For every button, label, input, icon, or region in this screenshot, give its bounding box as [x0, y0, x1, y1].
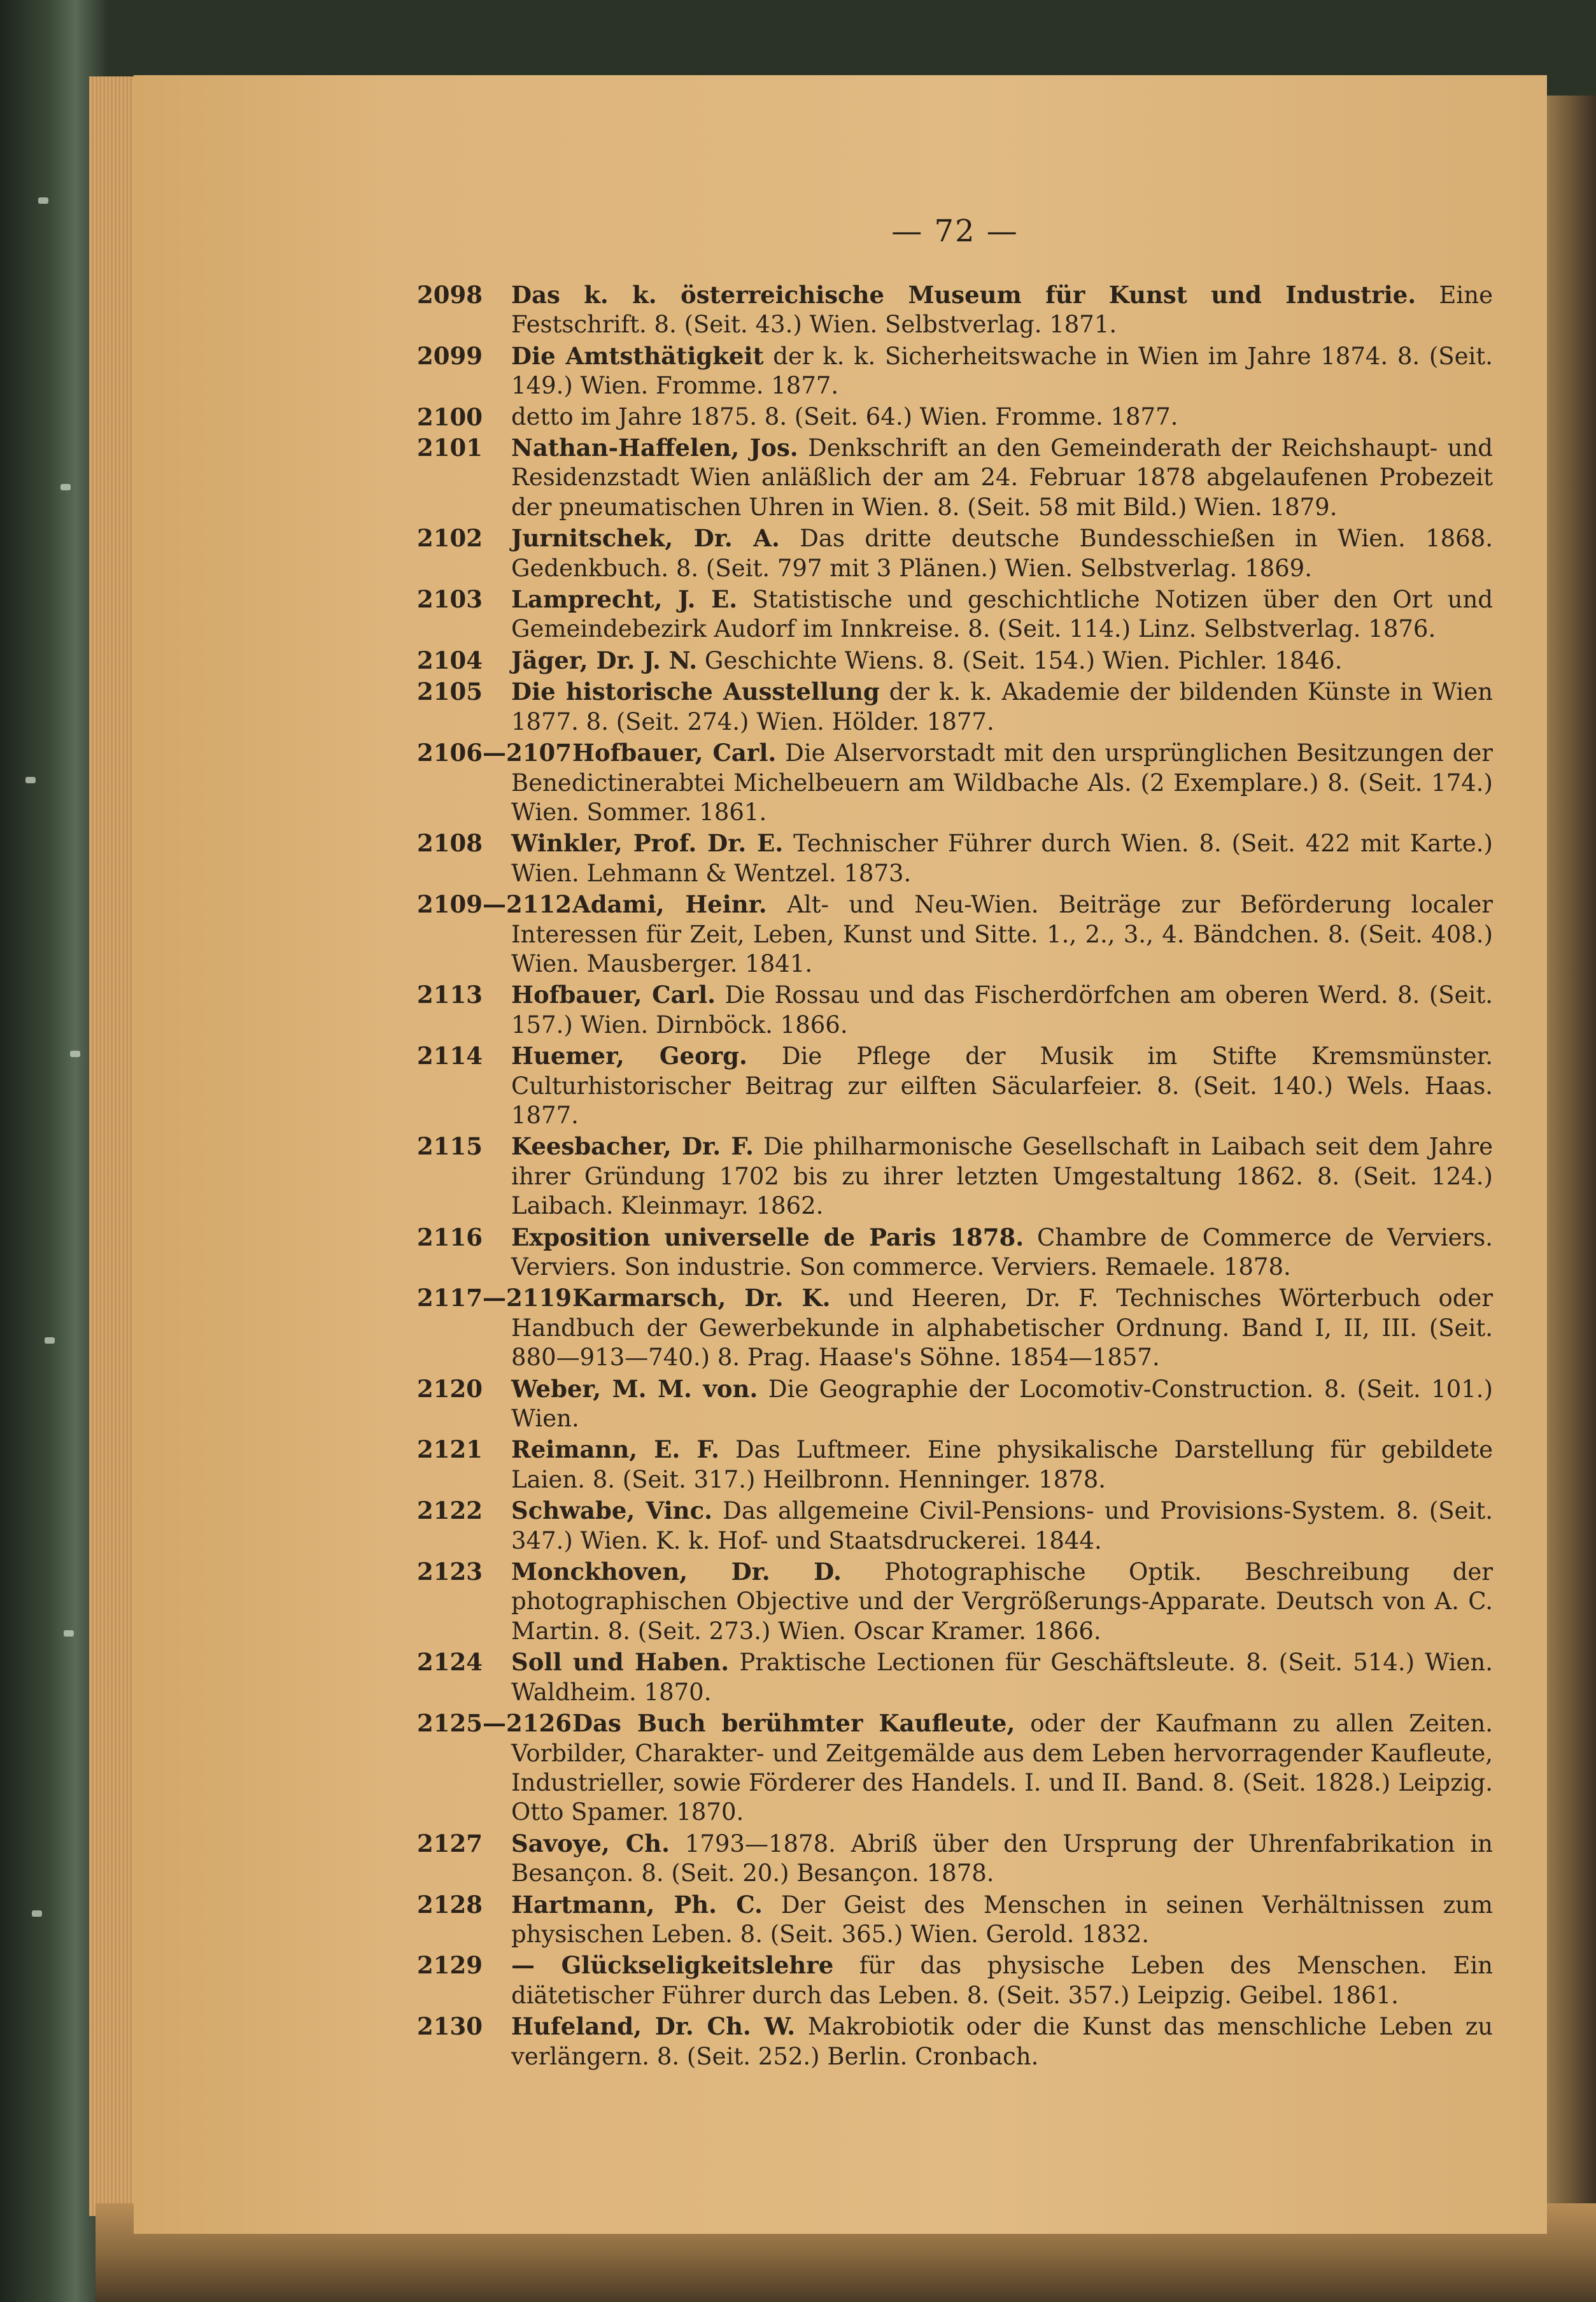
- entry-description: Makrobiotik oder die Kunst das menschliche Leben zu verlängern. 8. (Seit. 252.) Berlin. Cronbach.: [511, 2013, 1494, 2070]
- entry-heading: Monckhoven, Dr. D.: [511, 1558, 842, 1586]
- catalog-entry: [417, 980, 1493, 1040]
- catalog-entry: [417, 1374, 1493, 1434]
- entry-number: 2117—2119: [417, 1284, 572, 1312]
- entry-heading: Schwabe, Vinc.: [511, 1496, 712, 1525]
- entry-description: 1793—1878. Abriß über den Ursprung der Uhrenfabrikation in Besançon. 8. (Seit. 20.) Besançon. 1878.: [511, 1830, 1494, 1887]
- entry-description: der k. k. Akademie der bildenden Künste in Wien 1877. 8. (Seit. 274.) Wien. Hölder. 1877.: [511, 678, 1493, 735]
- entry-description: und Heeren, Dr. F. Technisches Wörterbuch oder Handbuch der Gewerbekunde in alphabetischer Ordnung. Band I, II, III. (Seit. 880—913—740.) 8. Prag. Haase's Söhne. 1854—1857.: [511, 1284, 1493, 1372]
- catalog-entry: [417, 1041, 1493, 1130]
- entry-heading: Adami, Heinr.: [572, 890, 767, 919]
- entry-number: 2106—2107: [417, 739, 572, 767]
- entry-number: 2127: [417, 1829, 483, 1858]
- catalog-entry: [417, 677, 1493, 737]
- entry-heading: Reimann, E. F.: [511, 1435, 719, 1464]
- entry-number: 2103: [417, 585, 483, 614]
- entry-number: 2109—2112: [417, 890, 572, 919]
- catalog-entry: [417, 433, 1493, 522]
- catalog-entry: [417, 585, 1493, 644]
- catalog-entry: [417, 1557, 1493, 1646]
- entry-heading: Savoye, Ch.: [511, 1829, 670, 1858]
- entry-description: Die Alservorstadt mit den ursprünglichen Besitzungen der Benedictinerabtei Michelbeuern am Wildbache Als. (2 Exemplare.) 8. (Seit. 174.) Wien. Sommer. 1861.: [511, 739, 1493, 826]
- catalog-entry: [417, 1890, 1493, 1950]
- entry-number: 2116: [417, 1223, 483, 1251]
- entry-number: 2120: [417, 1374, 483, 1403]
- entry-heading: Keesbacher, Dr. F.: [511, 1132, 754, 1161]
- entry-description: Das Luftmeer. Eine physikalische Darstellung für gebildete Laien. 8. (Seit. 317.) Heilbronn. Henninger. 1878.: [511, 1436, 1494, 1493]
- entry-description: Praktische Lectionen für Geschäftsleute. 8. (Seit. 514.) Wien. Waldheim. 1870.: [511, 1649, 1493, 1706]
- entry-heading: Nathan-Haffelen, Jos.: [511, 434, 798, 462]
- entry-number: 2125—2126: [417, 1709, 572, 1738]
- entry-number: 2100: [417, 402, 483, 431]
- catalog-entry: [417, 1709, 1493, 1828]
- entry-heading: Karmarsch, Dr. K.: [572, 1284, 831, 1312]
- entry-heading: Hofbauer, Carl.: [572, 739, 777, 767]
- entry-description: Alt- und Neu-Wien. Beiträge zur Beförderung localer Interessen für Zeit, Leben, Kunst und Sitte. 1., 2., 3., 4. Bändchen. 8. (Seit. 408.) Wien. Mausberger. 1841.: [511, 891, 1493, 977]
- catalog-entry: [417, 1496, 1493, 1556]
- entry-heading: Weber, M. M. von.: [511, 1374, 758, 1403]
- catalog-entry: [417, 402, 1493, 432]
- entry-heading: Hofbauer, Carl.: [511, 981, 716, 1009]
- entry-number: 2123: [417, 1558, 483, 1586]
- entry-description: detto im Jahre 1875. 8. (Seit. 64.) Wien. Fromme. 1877.: [511, 402, 1178, 430]
- catalog-entry: [417, 738, 1493, 827]
- entry-number: 2121: [417, 1435, 483, 1464]
- entry-heading: — Glückseligkeitslehre: [511, 1951, 834, 1980]
- entry-description: für das physische Leben des Menschen. Ein diätetischer Führer durch das Leben. 8. (Seit. 357.) Leipzig. Geibel. 1861.: [511, 1952, 1494, 2009]
- entry-number: 2105: [417, 678, 483, 706]
- entry-number: 2124: [417, 1648, 483, 1677]
- entry-description: Die Geographie der Locomotiv-Construction. 8. (Seit. 101.) Wien.: [511, 1375, 1494, 1433]
- entry-number: 2130: [417, 2012, 483, 2041]
- entry-description: Technischer Führer durch Wien. 8. (Seit. 422 mit Karte.) Wien. Lehmann & Wentzel. 1873.: [511, 830, 1493, 887]
- entry-number: 2104: [417, 646, 483, 674]
- catalog-entry: [417, 646, 1493, 676]
- entry-description: oder der Kaufmann zu allen Zeiten. Vorbilder, Charakter- und Zeitgemälde aus dem Leben hervorragender Kaufleute, Industrieller, sowie Förderer des Handels. I. und II. Band. 8. (Seit. 1828.) Leipzig. Otto Spamer. 1870.: [511, 1710, 1493, 1826]
- entry-description: Chambre de Commerce de Verviers. Verviers. Son industrie. Son commerce. Verviers. Remaele. 1878.: [511, 1223, 1493, 1281]
- entry-heading: Hartmann, Ph. C.: [511, 1890, 763, 1919]
- entry-number: 2102: [417, 524, 483, 553]
- catalog-entry: [417, 1950, 1493, 2010]
- catalog-entries: [417, 280, 1493, 2073]
- entry-number: 2128: [417, 1890, 483, 1919]
- entry-heading: Winkler, Prof. Dr. E.: [511, 829, 784, 858]
- page-number: — 72 —: [891, 213, 1019, 249]
- entry-description: Eine Festschrift. 8. (Seit. 43.) Wien. Selbstverlag. 1871.: [511, 281, 1493, 339]
- entry-number: 2108: [417, 829, 483, 858]
- entry-heading: Jurnitschek, Dr. A.: [511, 524, 780, 553]
- entry-heading: Lamprecht, J. E.: [511, 585, 738, 614]
- entry-number: 2101: [417, 434, 483, 462]
- entry-description: Der Geist des Menschen in seinen Verhältnissen zum physischen Leben. 8. (Seit. 365.) Wien. Gerold. 1832.: [511, 1891, 1494, 1948]
- entry-description: Photographische Optik. Beschreibung der photographischen Objective und der Vergrößerungs-Apparate. Deutsch von A. C. Martin. 8. (Seit. 273.) Wien. Oscar Kramer. 1866.: [511, 1558, 1494, 1645]
- entry-heading: Das k. k. österreichische Museum für Kunst und Industrie.: [511, 281, 1416, 309]
- entry-number: 2122: [417, 1496, 483, 1525]
- catalog-entry: [417, 890, 1493, 979]
- catalog-entry: [417, 341, 1493, 401]
- catalog-entry: [417, 828, 1493, 888]
- entry-description: Die Rossau und das Fischerdörfchen am oberen Werd. 8. (Seit. 157.) Wien. Dirnböck. 1866.: [511, 981, 1493, 1039]
- catalog-entry: [417, 2012, 1493, 2071]
- catalog-entry: [417, 280, 1493, 340]
- entry-number: 2099: [417, 341, 483, 370]
- entry-number: 2113: [417, 981, 483, 1009]
- entry-number: 2115: [417, 1132, 483, 1161]
- entry-number: 2129: [417, 1951, 483, 1980]
- entry-description: Geschichte Wiens. 8. (Seit. 154.) Wien. Pichler. 1846.: [704, 646, 1343, 674]
- entry-description: Das allgemeine Civil-Pensions- und Provisions-System. 8. (Seit. 347.) Wien. K. k. Hof- und Staatsdruckerei. 1844.: [511, 1497, 1493, 1554]
- entry-description: der k. k. Sicherheitswache in Wien im Jahre 1874. 8. (Seit. 149.) Wien. Fromme. 1877.: [511, 342, 1493, 400]
- entry-heading: Soll und Haben.: [511, 1648, 730, 1677]
- entry-heading: Huemer, Georg.: [511, 1042, 747, 1070]
- entry-heading: Hufeland, Dr. Ch. W.: [511, 2012, 796, 2041]
- entry-number: 2114: [417, 1042, 483, 1070]
- catalog-entry: [417, 1132, 1493, 1221]
- entry-number: 2098: [417, 281, 483, 309]
- catalog-entry: [417, 523, 1493, 583]
- catalog-entry: [417, 1647, 1493, 1707]
- entry-heading: Das Buch berühmter Kaufleute,: [572, 1709, 1015, 1738]
- catalog-entry: [417, 1829, 1493, 1889]
- entry-description: Das dritte deutsche Bundesschießen in Wien. 1868. Gedenkbuch. 8. (Seit. 797 mit 3 Plänen.) Wien. Selbstverlag. 1869.: [511, 525, 1494, 582]
- entry-description: Statistische und geschichtliche Notizen über den Ort und Gemeindebezirk Audorf im Innkreise. 8. (Seit. 114.) Linz. Selbstverlag. 1876.: [511, 586, 1494, 643]
- entry-description: Die philharmonische Gesellschaft in Laibach seit dem Jahre ihrer Gründung 1702 bis zu ihrer letzten Umgestaltung 1862. 8. (Seit. 124.) Laibach. Kleinmayr. 1862.: [511, 1133, 1494, 1220]
- entry-description: Denkschrift an den Gemeinderath der Reichshaupt- und Residenzstadt Wien anläßlich der am 24. Februar 1878 abgelaufenen Probezeit der pneumatischen Uhren in Wien. 8. (Seit. 58 mit Bild.) Wien. 1879.: [511, 434, 1493, 521]
- entry-description: Die Pflege der Musik im Stifte Kremsmünster. Culturhistorischer Beitrag zur eilften Säcularfeier. 8. (Seit. 140.) Wels. Haas. 1877.: [511, 1042, 1493, 1129]
- entry-heading: Die Amtsthätigkeit: [511, 341, 764, 370]
- catalog-entry: [417, 1435, 1493, 1495]
- entry-heading: Die historische Ausstellung: [511, 678, 880, 706]
- catalog-entry: [417, 1223, 1493, 1282]
- catalog-entry: [417, 1283, 1493, 1372]
- entry-heading: Jäger, Dr. J. N.: [511, 646, 698, 674]
- entry-heading: Exposition universelle de Paris 1878.: [511, 1223, 1024, 1251]
